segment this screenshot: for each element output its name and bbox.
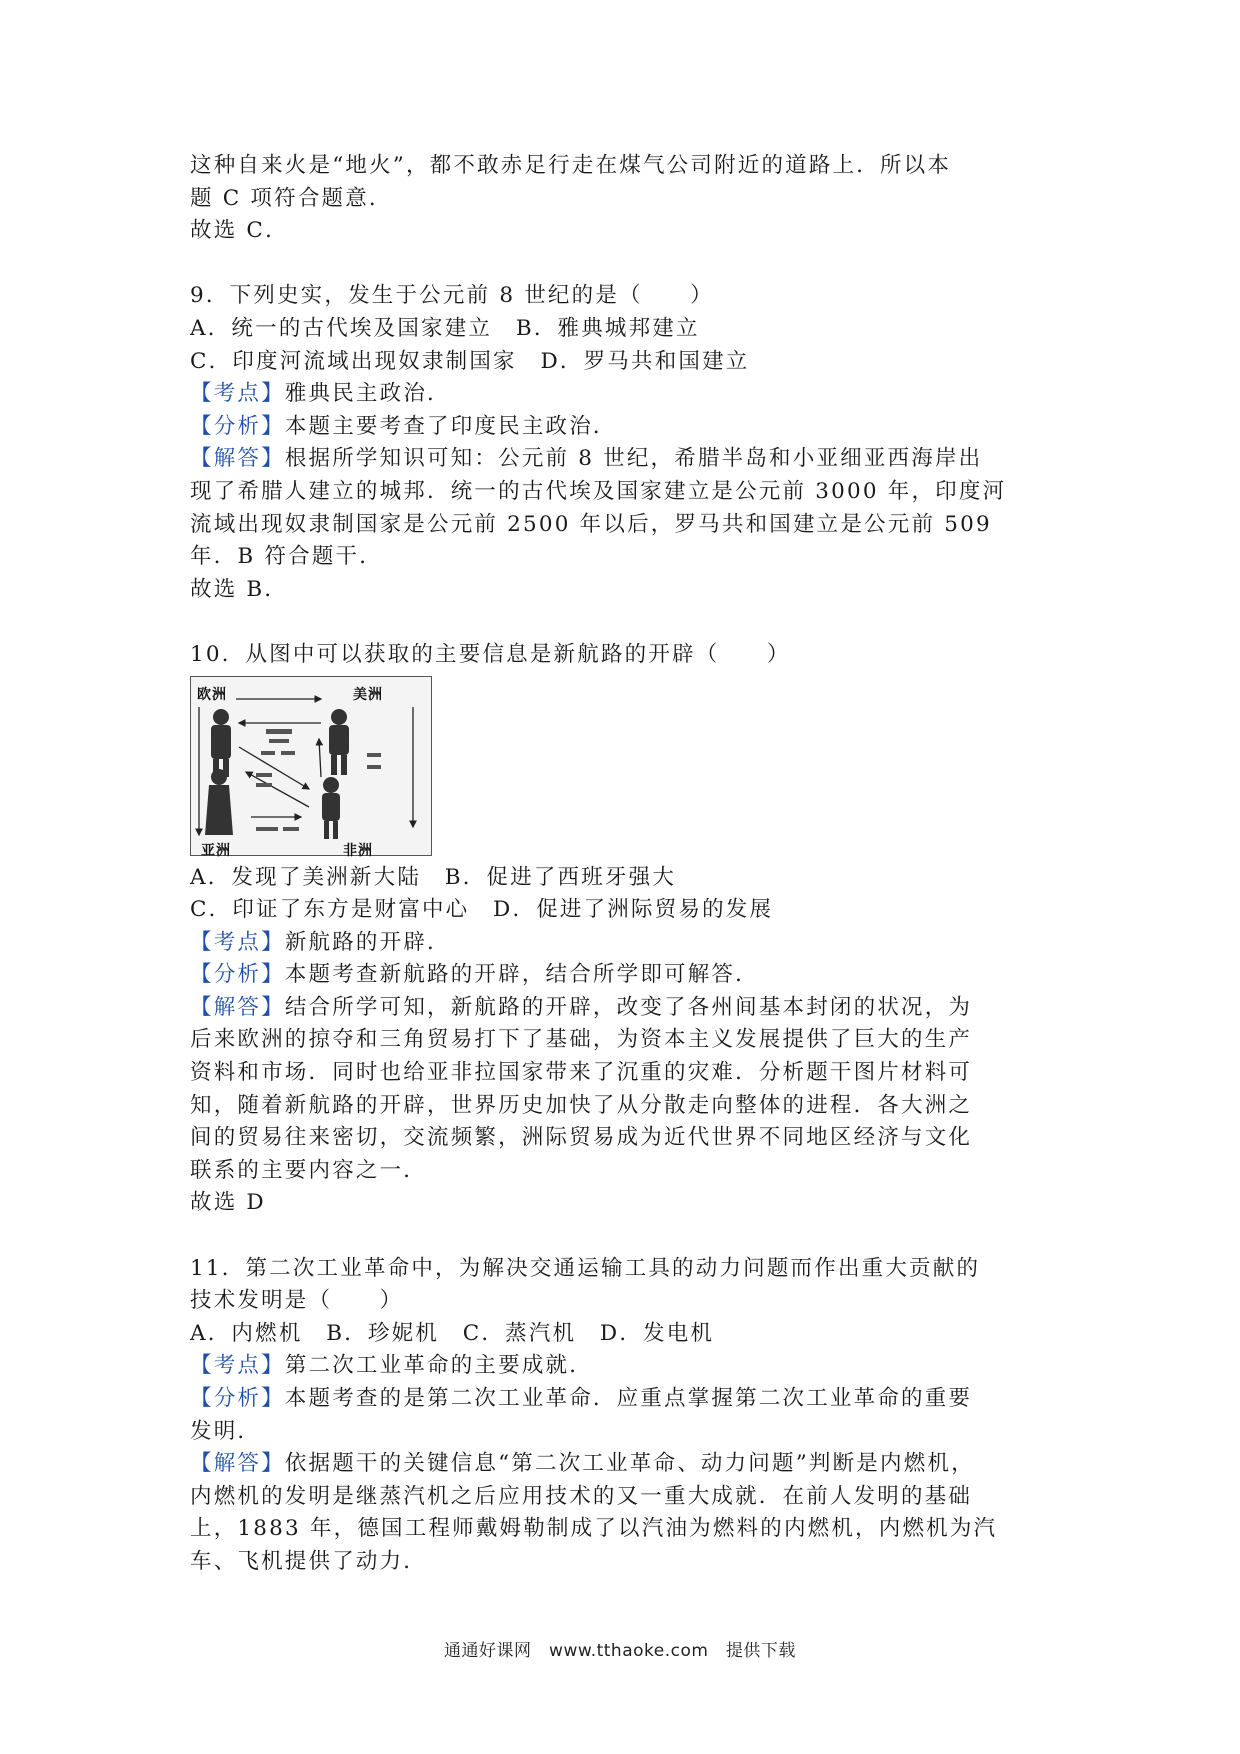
america-figure: [329, 709, 349, 775]
q11-jieda-3: 上，1883 年，德国工程师戴姆勒制成了以汽油为燃料的内燃机，内燃机为汽: [190, 1516, 998, 1542]
jieda-tag: 【解答】: [190, 994, 285, 1020]
q11-fenxi-2: 发明．: [190, 1418, 262, 1444]
q11-kaodian: [190, 1350, 1070, 1383]
q10-kaodian: [190, 927, 1070, 960]
q10-jieda-2: 后来欧洲的掠夺和三角贸易打下了基础，为资本主义发展提供了巨大的生产: [190, 1027, 973, 1053]
page-footer: 通通好课网 www.tthaoke.com 提供下载: [444, 1641, 796, 1661]
q9-jieda-3: 流域出现奴隶制国家是公元前 2500 年以后，罗马共和国建立是公元前 509: [190, 511, 992, 537]
q9-jieda-1: [190, 443, 1070, 476]
africa-figure: [322, 777, 340, 839]
q10-jieda-1: [190, 992, 1070, 1025]
q9-fenxi-text: 本题主要考查了印度民主政治．: [284, 413, 617, 439]
q10-options-1: A．发现了美洲新大陆 B．促进了西班牙强大: [190, 864, 677, 890]
q9-jieda-4: 年．B 符合题干．: [190, 544, 383, 570]
label-asia: 亚洲: [201, 842, 231, 859]
q9-options-2: C．印度河流域出现奴隶制国家 D．罗马共和国建立: [190, 348, 750, 374]
kaodian-tag: 【考点】: [190, 1353, 285, 1379]
q10-jieda-4: 知，随着新航路的开辟，世界历史加快了从分散走向整体的进程．各大洲之: [190, 1092, 973, 1118]
q9-kaodian-text: 雅典民主政治．: [284, 381, 451, 407]
document-body: [190, 150, 1070, 1579]
triangle-trade-figure: [190, 676, 432, 859]
label-europe: 欧洲: [197, 686, 227, 703]
label-america: 美洲: [353, 686, 383, 703]
spacer: [190, 1220, 1070, 1253]
asia-figure: [205, 769, 233, 835]
jieda-tag: 【解答】: [190, 1451, 285, 1477]
q10-kaodian-text: 新航路的开辟．: [284, 929, 451, 955]
europe-figure: [211, 709, 231, 777]
q11-jieda-text-1: 依据题干的关键信息“第二次工业革命、动力问题”判断是内燃机，: [284, 1451, 975, 1477]
kaodian-tag: 【考点】: [190, 381, 285, 407]
fenxi-tag: 【分析】: [190, 1386, 285, 1411]
q9-answer: 故选 B．: [190, 576, 289, 602]
intro-line-1: 这种自来火是“地火”，都不敢赤足行走在煤气公司附近的道路上．所以本: [190, 153, 952, 178]
q11-fenxi-text-1: 本题考查的是第二次工业革命．应重点掌握第二次工业革命的重要: [284, 1386, 973, 1411]
q11-jieda-1: [190, 1448, 1070, 1481]
q11-question-2: 技术发明是（ ）: [190, 1288, 404, 1314]
fenxi-tag: 【分析】: [190, 962, 285, 988]
q9-options-1: A．统一的古代埃及国家建立 B．雅典城邦建立: [190, 315, 700, 341]
spacer: [190, 248, 1070, 281]
q11-jieda-2: 内燃机的发明是继蒸汽机之后应用技术的又一重大成就．在前人发明的基础: [190, 1483, 973, 1509]
jieda-tag: 【解答】: [190, 446, 285, 472]
q11-fenxi-1: [190, 1383, 1070, 1416]
q11-question-1: 11．第二次工业革命中，为解决交通运输工具的动力问题而作出重大贡献的: [190, 1255, 981, 1281]
q10-options-2: C．印证了东方是财富中心 D．促进了洲际贸易的发展: [190, 897, 774, 923]
trade-diagram: [191, 677, 431, 855]
intro-line-2: 题 C 项符合题意．: [190, 185, 393, 211]
q9-jieda-text-1: 根据所学知识可知：公元前 8 世纪，希腊半岛和小亚细亚西海岸出: [284, 446, 983, 472]
q10-jieda-text-1: 结合所学可知，新航路的开辟，改变了各州间基本封闭的状况，为: [284, 994, 973, 1020]
q11-kaodian-text: 第二次工业革命的主要成就．: [284, 1353, 593, 1379]
q9-kaodian: [190, 378, 1070, 411]
q9-fenxi: [190, 411, 1070, 444]
q9-jieda-2: 现了希腊人建立的城邦．统一的古代埃及国家建立是公元前 3000 年，印度河: [190, 478, 1007, 504]
label-africa: 非洲: [343, 842, 373, 859]
q11-jieda-4: 车、飞机提供了动力．: [190, 1548, 428, 1574]
q10-question: 10．从图中可以获取的主要信息是新航路的开辟（ ）: [190, 641, 791, 667]
fenxi-tag: 【分析】: [190, 413, 285, 439]
q10-jieda-3: 资料和市场．同时也给亚非拉国家带来了沉重的灾难．分析题干图片材料可: [190, 1060, 973, 1086]
spacer: [190, 606, 1070, 639]
q11-options-1: A．内燃机 B．珍妮机 C．蒸汽机 D．发电机: [190, 1320, 715, 1346]
q10-jieda-5: 间的贸易往来密切，交流频繁，洲际贸易成为近代世界不同地区经济与文化: [190, 1125, 973, 1151]
q9-question: 9．下列史实，发生于公元前 8 世纪的是（ ）: [190, 283, 714, 309]
q10-answer: 故选 D: [190, 1190, 266, 1216]
q10-jieda-6: 联系的主要内容之一．: [190, 1157, 428, 1183]
intro-answer: 故选 C．: [190, 218, 289, 244]
kaodian-tag: 【考点】: [190, 929, 285, 955]
q10-fenxi-text: 本题考查新航路的开辟，结合所学即可解答．: [284, 962, 759, 988]
q10-fenxi: [190, 959, 1070, 992]
